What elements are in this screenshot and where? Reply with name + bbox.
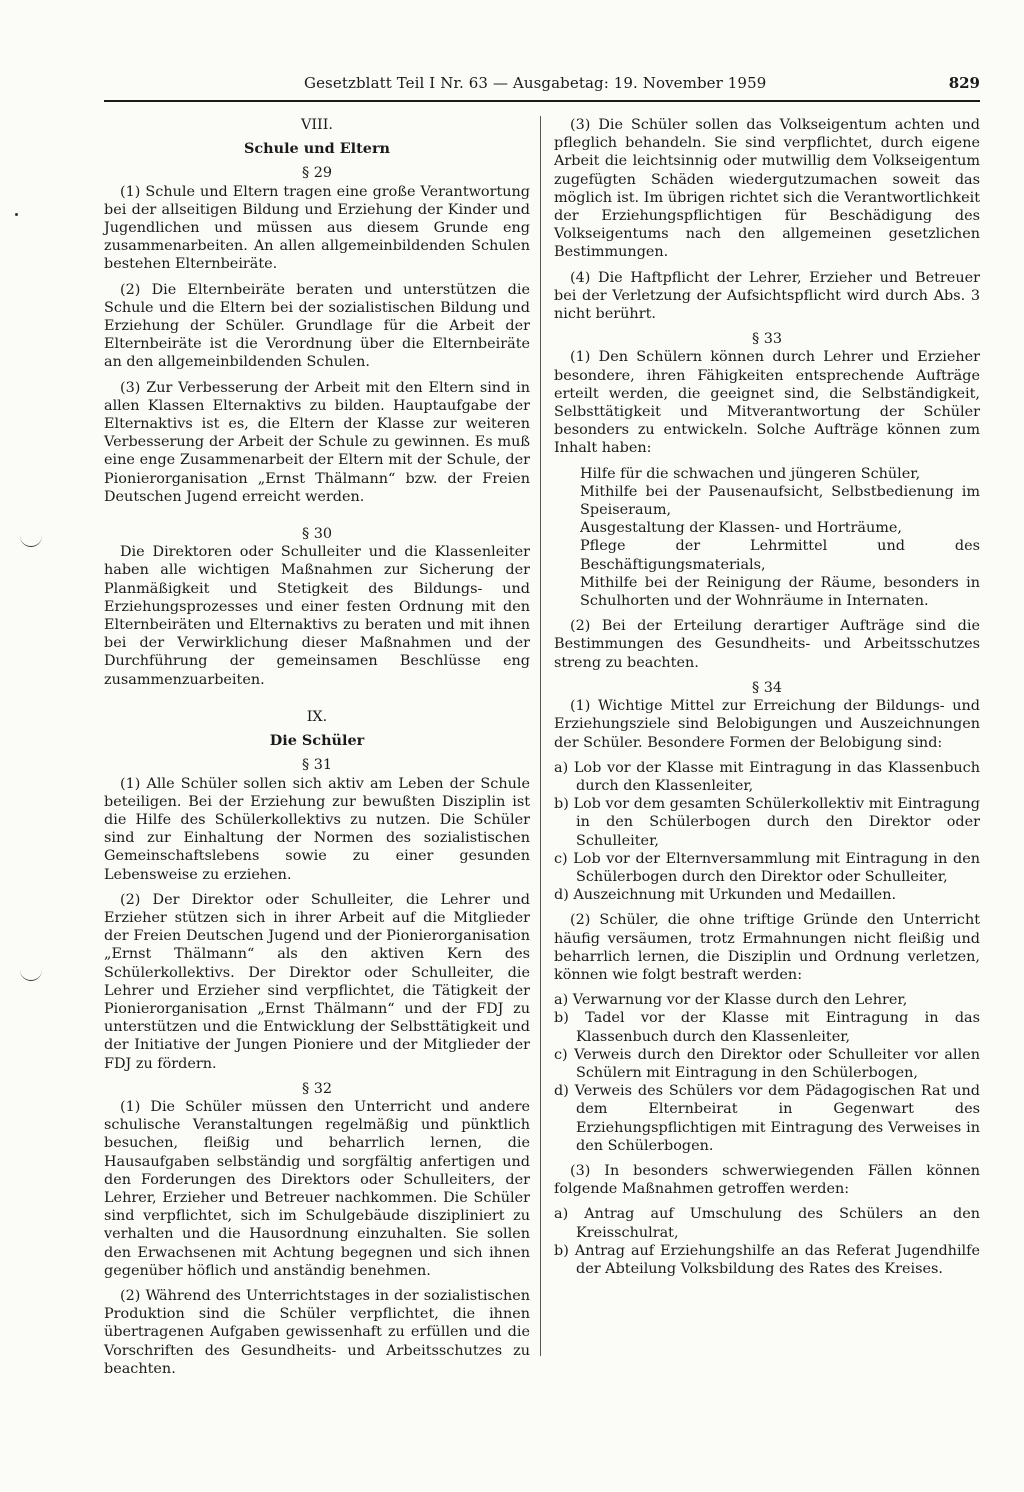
list-item: a) Verwarnung vor der Klasse durch den Lehrer, [554, 992, 908, 1009]
section-heading: § 30 [301, 526, 333, 543]
paragraph: (2) Der Direktor oder Schulleiter, die Lehrer und Erzieher stützen sich in ihrer Arbeit auf die Mitglieder der Freien Deutschen Jugend und der Pionierorganisation „Ernst Thälmann“ als den aktiven Kern des Schülerkollektivs. Der Direktor oder Schulleiter, die Lehrer und Erzieher sind verpflichtet, die Tätigkeit der Pionierorganisation „Ernst Thälmann“ und der FDJ zu unterstützen und die Entwicklung der Selbsttätigkeit und der Initiative der Jungen Pioniere und der Mitglieder der FDJ zu fördern. [104, 891, 530, 1072]
spacer [104, 696, 530, 708]
praise-list [554, 759, 980, 905]
page-header [104, 74, 980, 102]
chapter-heading: IX. [306, 708, 328, 725]
list-item: a) Lob vor der Klasse mit Eintragung in das Klassenbuch durch den Klassenleiter, [554, 759, 980, 794]
paragraph: (3) Die Schüler sollen das Volkseigentum achten und pfleglich behandeln. Sie sind verpflichtet, durch eigene Arbeit die leichtsinnig oder mutwillig dem Volkseigentum zugefügten Schäden wiedergutzumachen soweit das möglich ist. Im übrigen richtet sich die Verantwortlichkeit der Erziehungspflichtigen für Beschädigung des Volkseigentums nach den allgemeinen gesetzlichen Bestimmungen. [554, 117, 980, 261]
paragraph: (2) Schüler, die ohne triftige Gründe den Unterricht häufig versäumen, trotz Ermahnungen nicht fleißig und beharrlich lernen, die Disziplin und Ordnung verletzen, können wie folgt bestraft werden: [554, 912, 980, 983]
section-heading: § 29 [301, 165, 333, 182]
margin-mark [20, 970, 42, 981]
penalty-list [554, 991, 980, 1155]
assignment-list [580, 465, 980, 611]
list-item: a) Antrag auf Umschulung des Schülers an den Kreisschulrat, [554, 1206, 980, 1241]
chapter-heading: VIII. [300, 117, 334, 133]
list-item: Mithilfe bei der Pausenaufsicht, Selbstbedienung im Speiseraum, [580, 483, 980, 519]
paragraph: (3) In besonders schwerwiegenden Fällen können folgende Maßnahmen getroffen werden: [554, 1162, 980, 1198]
right-column [554, 116, 980, 1278]
page-number: 829 [948, 74, 980, 92]
section-heading: § 31 [301, 757, 333, 774]
section-heading: § 34 [751, 679, 783, 696]
list-item: d) Auszeichnung mit Urkunden und Medaillen. [554, 887, 897, 904]
paragraph: (2) Bei der Erteilung derartiger Aufträge sind die Bestimmungen des Gesundheits- und Arbeitsschutzes streng zu beachten. [554, 618, 980, 671]
paragraph: (4) Die Haftpflicht der Lehrer, Erzieher und Betreuer bei der Verletzung der Aufsichtspflicht wird durch Abs. 3 nicht berührt. [554, 269, 980, 323]
chapter-title: Schule und Eltern [244, 140, 390, 158]
list-item: b) Tadel vor der Klasse mit Eintragung in das Klassenbuch durch den Klassenleiter, [554, 1010, 980, 1045]
margin-dot [15, 213, 18, 216]
list-item: b) Lob vor dem gesamten Schülerkollektiv mit Eintragung in den Schülerbogen durch den Direktor oder Schulleiter, [554, 796, 980, 849]
paragraph: (3) Zur Verbesserung der Arbeit mit den Eltern sind in allen Klassen Elternaktivs zu bilden. Hauptaufgabe der Elternaktivs ist es, die Eltern der Klasse zur weiteren Verbesserung der Arbeit der Schule zu gewinnen. Es muß eine enge Zusammenarbeit der Eltern mit der Schule, der Pionierorganisation „Ernst Thälmann“ bzw. der Freien Deutschen Jugend erreicht werden. [104, 379, 530, 505]
measures-list [554, 1205, 980, 1278]
paragraph: (1) Schule und Eltern tragen eine große Verantwortung bei der allseitigen Bildung und Erziehung der Kinder und Jugendlichen und müssen aus diesem Grunde eng zusammenarbeiten. An allen allgemeinbildenden Schulen bestehen Elternbeiräte. [104, 183, 530, 273]
list-item: Hilfe für die schwachen und jüngeren Schüler, [580, 465, 921, 482]
list-item: c) Lob vor der Elternversammlung mit Eintragung in den Schülerbogen durch den Direktor oder Schulleiter, [554, 850, 980, 885]
paragraph: (1) Wichtige Mittel zur Erreichung der Bildungs- und Erziehungsziele sind Belobigungen und Auszeichnungen der Schüler. Besondere Formen der Belobigung sind: [554, 698, 980, 751]
list-item: Pflege der Lehrmittel und des Beschäftigungsmaterials, [580, 538, 980, 573]
column-divider [540, 116, 541, 1356]
list-item: c) Verweis durch den Direktor oder Schulleiter vor allen Schülern mit Eintragung in den Schülerbogen, [554, 1046, 980, 1081]
spacer [104, 513, 530, 525]
list-item: Ausgestaltung der Klassen- und Horträume, [580, 520, 902, 537]
paragraph: Die Direktoren oder Schulleiter und die Klassenleiter haben alle wichtigen Maßnahmen zur Sicherung der Planmäßigkeit und Stetigkeit des Bildungs- und Erziehungsprozesses und einer festen Ordnung mit den Elternbeiräten und Elternaktivs zu beraten und mit ihnen bei der Verwirklichung dieser Maßnahmen und der Durchführung der gemeinsamen Beschlüsse eng zusammenzuarbeiten. [104, 544, 530, 688]
left-column [104, 116, 530, 1385]
list-item: Mithilfe bei der Reinigung der Räume, besonders in Schulhorten und der Wohnräume in Internaten. [580, 574, 980, 610]
paragraph: (2) Während des Unterrichtstages in der sozialistischen Produktion sind die Schüler verpflichtet, die ihnen übertragenen Aufgaben gewissenhaft zu erfüllen und die Vorschriften des Gesundheits- und Arbeitsschutzes zu beachten. [104, 1287, 530, 1377]
header-title: Gesetzblatt Teil I Nr. 63 — Ausgabetag: 19. November 1959 [304, 74, 767, 92]
list-item: d) Verweis des Schülers vor dem Pädagogischen Rat und dem Elternbeirat in Gegenwart des Erziehungspflichtigen mit Eintragung des Verweises in den Schülerbogen. [554, 1083, 980, 1154]
margin-mark [20, 536, 42, 547]
paragraph: (2) Die Elternbeiräte beraten und unterstützen die Schule und die Eltern bei der sozialistischen Bildung und Erziehung der Schüler. Grundlage für die Arbeit der Elternbeiräte ist die Verordnung über die Elternbeiräte an den allgemeinbildenden Schulen. [104, 281, 530, 371]
section-heading: § 32 [301, 1080, 333, 1097]
paragraph: (1) Die Schüler müssen den Unterricht und andere schulische Veranstaltungen regelmäßig und pünktlich besuchen, fleißig und beharrlich lernen, die Hausaufgaben selbständig und sorgfältig anfertigen und den Forderungen des Direktors oder Schulleiters, der Lehrer, Erzieher und Betreuer nachkommen. Die Schüler sind verpflichtet, sich im Schulgebäude diszipliniert zu verhalten und die Hausordnung einzuhalten. Sie sollen den Erwachsenen mit Achtung begegnen und sich ihnen gegenüber höflich und anständig benehmen. [104, 1098, 530, 1279]
chapter-title: Die Schüler [269, 732, 365, 750]
paragraph: (1) Den Schülern können durch Lehrer und Erzieher besondere, ihren Fähigkeiten entsprechende Aufträge erteilt werden, die geeignet sind, die Selbständigkeit, Selbsttätigkeit und Mitverantwortung der Schüler besonders zu entwickeln. Solche Aufträge können zum Inhalt haben: [554, 349, 980, 457]
section-heading: § 33 [751, 331, 783, 348]
paragraph: (1) Alle Schüler sollen sich aktiv am Leben der Schule beteiligen. Bei der Erziehung zur bewußten Disziplin ist die Hilfe des Schülerkollektivs zu nutzen. Die Schüler sind zur Einhaltung der Normen des sozialistischen Gemeinschaftslebens sowie zu einer gesunden Lebensweise zu erziehen. [104, 775, 530, 883]
list-item: b) Antrag auf Erziehungshilfe an das Referat Jugendhilfe der Abteilung Volksbildung des Rates des Kreises. [554, 1242, 980, 1277]
